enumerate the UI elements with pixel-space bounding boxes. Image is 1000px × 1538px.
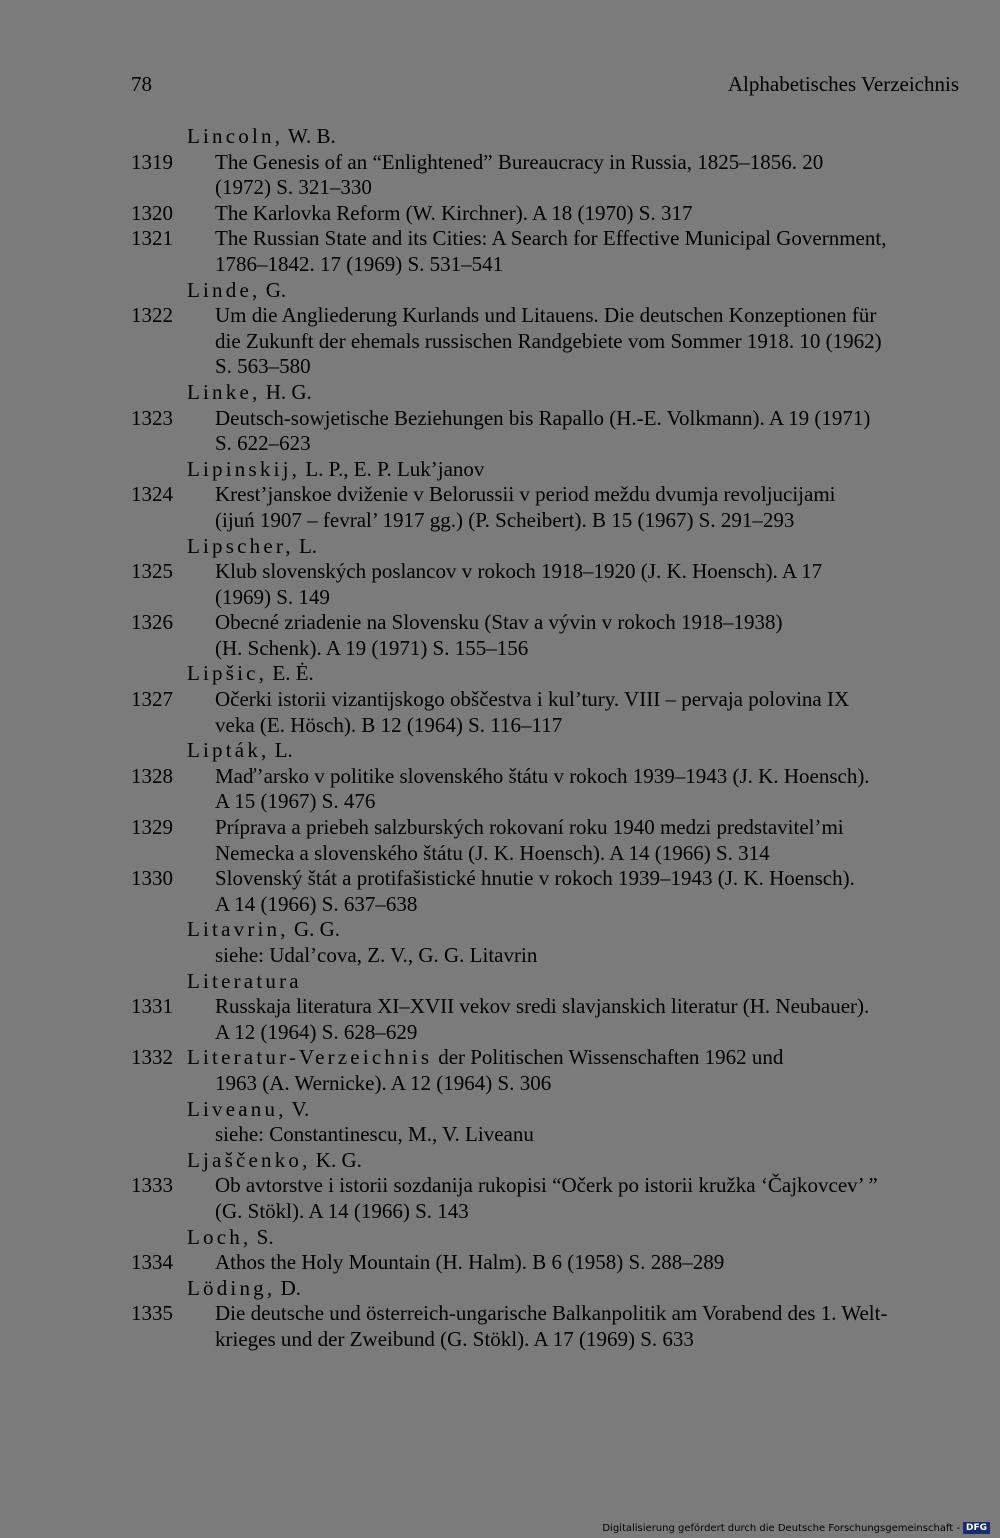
entry-text: Ob avtorstve i istorii sozdanija rukopisi “Očerk po istorii kružka ‘Čajkovcev’ ” bbox=[215, 1173, 878, 1198]
entry-number: 1321 bbox=[131, 226, 173, 251]
entry-continuation-line bbox=[131, 354, 966, 380]
index-entry-line bbox=[131, 610, 966, 636]
index-entry-line bbox=[131, 303, 966, 329]
author-surname: Löding, bbox=[187, 1275, 276, 1300]
entry-continuation: S. 563–580 bbox=[215, 354, 311, 379]
entry-continuation-line bbox=[131, 431, 966, 457]
footer-text: Digitalisierung gefördert durch die Deutsche Forschungsgemeinschaft - bbox=[602, 1522, 960, 1534]
entry-text: The Genesis of an “Enlightened” Bureaucracy in Russia, 1825–1856. 20 bbox=[215, 149, 824, 174]
entry-text: Klub slovenských poslancov v rokoch 1918–1920 (J. K. Hoensch). A 17 bbox=[215, 559, 823, 584]
author-initials: V. bbox=[291, 1096, 310, 1121]
digitization-footer bbox=[602, 1522, 990, 1534]
author-surname: Lipšic, bbox=[187, 661, 268, 686]
entry-continuation-line bbox=[131, 636, 966, 662]
author-heading bbox=[187, 917, 340, 943]
entry-number: 1320 bbox=[131, 200, 173, 225]
author-heading bbox=[187, 1148, 362, 1174]
entry-number: 1334 bbox=[131, 1250, 173, 1275]
index-entry-line bbox=[131, 1045, 966, 1071]
entry-number: 1327 bbox=[131, 687, 173, 712]
author-heading bbox=[187, 1276, 301, 1302]
entry-continuation: siehe: Constantinescu, M., V. Liveanu bbox=[215, 1122, 534, 1147]
author-heading bbox=[187, 457, 484, 483]
entry-number: 1322 bbox=[131, 303, 173, 328]
entry-number: 1335 bbox=[131, 1301, 173, 1326]
entry-continuation: 1786–1842. 17 (1969) S. 531–541 bbox=[215, 251, 504, 276]
entry-continuation-line bbox=[131, 1122, 966, 1148]
author-initials: G. bbox=[265, 277, 287, 302]
author-surname: Liveanu, bbox=[187, 1096, 287, 1121]
author-heading-line bbox=[131, 1225, 966, 1251]
author-surname: Lincoln, bbox=[187, 124, 284, 148]
author-heading-line bbox=[131, 124, 966, 150]
index-entry-line bbox=[131, 226, 966, 252]
page-header bbox=[131, 72, 959, 102]
index-entry-line bbox=[131, 815, 966, 841]
author-heading bbox=[187, 124, 336, 150]
entry-text: The Karlovka Reform (W. Kirchner). A 18 (1970) S. 317 bbox=[215, 200, 693, 225]
author-surname: Litavrin, bbox=[187, 917, 289, 942]
author-initials: K. G. bbox=[315, 1147, 362, 1172]
entry-continuation: (H. Schenk). A 19 (1971) S. 155–156 bbox=[215, 635, 529, 660]
entry-number: 1324 bbox=[131, 482, 173, 507]
author-initials: W. B. bbox=[288, 124, 336, 148]
author-heading-line bbox=[131, 534, 966, 560]
entry-number: 1332 bbox=[131, 1045, 173, 1070]
author-heading-line bbox=[131, 661, 966, 687]
running-head: Alphabetisches Verzeichnis bbox=[727, 72, 959, 96]
entry-continuation-line bbox=[131, 175, 966, 201]
author-surname: Literatur-Verzeichnis bbox=[187, 1045, 433, 1070]
author-heading bbox=[187, 1045, 783, 1071]
entry-continuation: veka (E. Hösch). B 12 (1964) S. 116–117 bbox=[215, 712, 563, 737]
entry-number: 1330 bbox=[131, 866, 173, 891]
author-heading bbox=[187, 534, 317, 560]
author-heading-line bbox=[131, 1097, 966, 1123]
author-heading-line bbox=[131, 969, 966, 995]
entry-text: der Politischen Wissenschaften 1962 und bbox=[438, 1045, 784, 1070]
entry-continuation-line bbox=[131, 508, 966, 534]
entry-number: 1331 bbox=[131, 994, 173, 1019]
entry-text: Očerki istorii vizantijskogo obščestva i kul’tury. VIII – pervaja polovina IX bbox=[215, 687, 850, 712]
entry-continuation: (G. Stökl). A 14 (1966) S. 143 bbox=[215, 1198, 469, 1223]
author-surname: Ljaščenko, bbox=[187, 1147, 311, 1172]
entry-number: 1326 bbox=[131, 610, 173, 635]
entry-number: 1328 bbox=[131, 763, 173, 788]
entry-text: Maď’arsko v politike slovenského štátu v rokoch 1939–1943 (J. K. Hoensch). bbox=[215, 763, 870, 788]
author-heading-line bbox=[131, 1148, 966, 1174]
author-heading bbox=[187, 380, 312, 406]
entry-continuation: siehe: Udal’cova, Z. V., G. G. Litavrin bbox=[215, 943, 538, 967]
author-heading bbox=[187, 1225, 274, 1251]
index-entry-line bbox=[131, 150, 966, 176]
entry-continuation-line bbox=[131, 789, 966, 815]
entry-number: 1325 bbox=[131, 559, 173, 584]
entry-continuation-line bbox=[131, 943, 966, 969]
entry-continuation: A 15 (1967) S. 476 bbox=[215, 789, 376, 814]
index-entry-line bbox=[131, 1250, 966, 1276]
author-heading-line bbox=[131, 738, 966, 764]
author-initials: L. bbox=[274, 738, 293, 763]
entry-text: Príprava a priebeh salzburských rokovaní roku 1940 medzi predstavitel’mi bbox=[215, 815, 844, 840]
index-entry-line bbox=[131, 406, 966, 432]
author-surname: Literatura bbox=[187, 968, 302, 993]
entry-text: Russkaja literatura XI–XVII vekov sredi slavjanskich literatur (H. Neubauer). bbox=[215, 994, 870, 1019]
entry-continuation: (1972) S. 321–330 bbox=[215, 175, 372, 200]
author-initials: G. G. bbox=[293, 917, 341, 942]
author-initials: L. P., E. P. Luk’janov bbox=[305, 456, 485, 481]
author-heading-line bbox=[131, 457, 966, 483]
entry-continuation-line bbox=[131, 1199, 966, 1225]
author-initials: S. bbox=[256, 1224, 274, 1249]
author-heading-line bbox=[131, 917, 966, 943]
entry-text: The Russian State and its Cities: A Search for Effective Municipal Government, bbox=[215, 226, 887, 251]
entry-continuation-line bbox=[131, 252, 966, 278]
author-heading bbox=[187, 738, 293, 764]
author-heading bbox=[187, 1097, 309, 1123]
entry-text: Um die Angliederung Kurlands und Litauens. Die deutschen Konzeptionen für bbox=[215, 303, 877, 328]
author-initials: D. bbox=[280, 1275, 301, 1300]
author-heading bbox=[187, 278, 286, 304]
entry-continuation-line bbox=[131, 329, 966, 355]
author-heading-line bbox=[131, 380, 966, 406]
index-entry-line bbox=[131, 764, 966, 790]
author-initials: H. G. bbox=[265, 379, 312, 404]
author-surname: Lipinskij, bbox=[187, 456, 301, 481]
entry-continuation-line bbox=[131, 1071, 966, 1097]
entry-continuation: (ijuń 1907 – fevral’ 1917 gg.) (P. Scheibert). B 15 (1967) S. 291–293 bbox=[215, 507, 795, 532]
entry-continuation: (1969) S. 149 bbox=[215, 584, 330, 609]
index-body bbox=[131, 124, 966, 1353]
entry-continuation: A 14 (1966) S. 637–638 bbox=[215, 891, 418, 916]
index-entry-line bbox=[131, 866, 966, 892]
entry-continuation: A 12 (1964) S. 628–629 bbox=[215, 1019, 418, 1044]
page-number: 78 bbox=[131, 72, 152, 96]
index-entry-line bbox=[131, 559, 966, 585]
author-surname: Lipták, bbox=[187, 738, 270, 763]
entry-continuation: krieges und der Zweibund (G. Stökl). A 17 (1969) S. 633 bbox=[215, 1326, 694, 1351]
entry-continuation: Nemecka a slovenského štátu (J. K. Hoensch). A 14 (1966) S. 314 bbox=[215, 840, 770, 865]
entry-continuation-line bbox=[131, 713, 966, 739]
author-surname: Loch, bbox=[187, 1224, 252, 1249]
author-surname: Linke, bbox=[187, 379, 261, 404]
author-heading bbox=[187, 969, 302, 995]
author-heading bbox=[187, 661, 314, 687]
entry-continuation-line bbox=[131, 585, 966, 611]
entry-continuation-line bbox=[131, 841, 966, 867]
author-initials: E. Ė. bbox=[272, 661, 314, 686]
index-entry-line bbox=[131, 201, 966, 227]
entry-continuation-line bbox=[131, 1327, 966, 1353]
entry-text: Die deutsche und österreich-ungarische Balkanpolitik am Vorabend des 1. Welt- bbox=[215, 1301, 888, 1326]
entry-continuation-line bbox=[131, 1020, 966, 1046]
index-entry-line bbox=[131, 482, 966, 508]
entry-continuation: 1963 (A. Wernicke). A 12 (1964) S. 306 bbox=[215, 1070, 552, 1095]
author-heading-line bbox=[131, 1276, 966, 1302]
entry-text: Obecné zriadenie na Slovensku (Stav a vývin v rokoch 1918–1938) bbox=[215, 610, 783, 635]
entry-continuation: S. 622–623 bbox=[215, 431, 311, 456]
entry-text: Athos the Holy Mountain (H. Halm). B 6 (1958) S. 288–289 bbox=[215, 1250, 725, 1275]
entry-number: 1329 bbox=[131, 815, 173, 840]
index-entry-line bbox=[131, 1301, 966, 1327]
entry-text: Deutsch-sowjetische Beziehungen bis Rapallo (H.-E. Volkmann). A 19 (1971) bbox=[215, 405, 871, 430]
dfg-logo: DFG bbox=[963, 1522, 990, 1534]
entry-text: Slovenský štát a protifašistické hnutie v rokoch 1939–1943 (J. K. Hoensch). bbox=[215, 866, 855, 891]
index-entry-line bbox=[131, 1173, 966, 1199]
entry-continuation: die Zukunft der ehemals russischen Randgebiete vom Sommer 1918. 10 (1962) bbox=[215, 328, 882, 353]
author-heading-line bbox=[131, 278, 966, 304]
index-entry-line bbox=[131, 687, 966, 713]
entry-number: 1319 bbox=[131, 149, 173, 174]
entry-number: 1323 bbox=[131, 405, 173, 430]
author-surname: Linde, bbox=[187, 277, 261, 302]
entry-continuation-line bbox=[131, 892, 966, 918]
entry-text: Krest’janskoe dviženie v Belorussii v period meždu dvumja revoljucijami bbox=[215, 482, 836, 507]
index-entry-line bbox=[131, 994, 966, 1020]
author-initials: L. bbox=[298, 533, 318, 558]
entry-number: 1333 bbox=[131, 1173, 173, 1198]
author-surname: Lipscher, bbox=[187, 533, 294, 558]
